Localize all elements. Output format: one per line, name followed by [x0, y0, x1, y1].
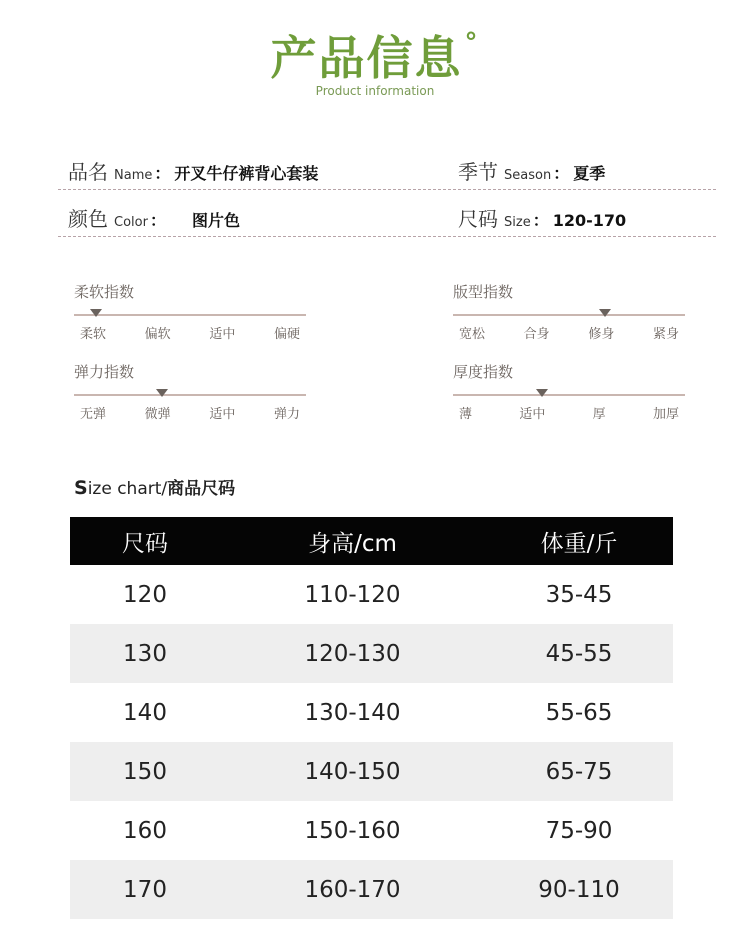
- table-row: [70, 860, 673, 919]
- cell-size: 150: [123, 758, 167, 785]
- cell-size: 140: [123, 699, 167, 726]
- name-colon: ：: [154, 164, 171, 183]
- info-size: [458, 203, 626, 232]
- info-name: [68, 156, 318, 185]
- cell-height: 150-160: [304, 817, 401, 844]
- degree-mark: °: [464, 28, 480, 58]
- gauge-fit-line: [453, 314, 685, 316]
- cell-weight: 90-110: [538, 876, 620, 903]
- gauge-fit-label: 合身: [523, 327, 550, 342]
- color-label-en: Color: [114, 215, 148, 230]
- cell-weight: 55-65: [545, 699, 613, 726]
- size-label-en: Size: [504, 215, 531, 230]
- size-table: [70, 517, 673, 919]
- size-chart-title-en: ize chart/: [87, 479, 168, 499]
- gauge-softness-label: 偏硬: [273, 327, 300, 342]
- name-label-zh: 品名: [68, 160, 108, 184]
- gauge-elasticity-marker: [156, 389, 168, 397]
- gauge-softness-marker: [90, 309, 102, 317]
- gauge-thickness: [453, 361, 685, 431]
- cell-weight: 45-55: [545, 640, 613, 667]
- gauge-elasticity-label: 微弹: [144, 407, 171, 422]
- season-value: 夏季: [573, 164, 606, 183]
- info-row-color-size: [58, 197, 716, 237]
- table-row: [70, 683, 673, 742]
- size-chart-title-zh: 商品尺码: [167, 479, 236, 499]
- gauge-fit-label: 宽松: [459, 327, 486, 342]
- gauge-softness-title: 柔软指数: [74, 283, 135, 301]
- info-season: [458, 156, 605, 185]
- header-weight: 体重/斤: [540, 530, 618, 557]
- gauge-softness-label: 偏软: [144, 327, 171, 342]
- info-row-name-season: [58, 150, 716, 190]
- gauge-elasticity: [74, 361, 306, 431]
- header-height: 身高/cm: [308, 530, 397, 557]
- cell-size: 130: [123, 640, 167, 667]
- name-label-en: Name: [114, 168, 153, 183]
- size-value: 120-170: [552, 211, 627, 230]
- size-chart-title: [74, 474, 235, 499]
- cell-weight: 65-75: [545, 758, 613, 785]
- color-colon: ：: [149, 211, 166, 230]
- color-label-zh: 颜色: [68, 207, 108, 231]
- gauge-softness: [74, 281, 306, 351]
- gauge-fit-label: 紧身: [652, 327, 679, 342]
- season-label-zh: 季节: [458, 160, 498, 184]
- page-title: [0, 22, 750, 88]
- table-row: [70, 565, 673, 624]
- gauge-elasticity-label: 弹力: [273, 407, 300, 422]
- gauge-thickness-line: [453, 394, 685, 396]
- cell-weight: 35-45: [545, 581, 613, 608]
- gauge-fit-marker: [599, 309, 611, 317]
- size-colon: ：: [532, 211, 549, 230]
- gauge-thickness-label: 厚: [592, 407, 606, 422]
- gauge-elasticity-label: 无弹: [80, 407, 107, 422]
- color-value: 图片色: [191, 211, 240, 230]
- table-row: [70, 742, 673, 801]
- page-title-text: 产品信息: [270, 31, 463, 85]
- size-label-zh: 尺码: [458, 207, 498, 231]
- gauge-thickness-label: 加厚: [652, 407, 679, 422]
- gauge-thickness-label: 适中: [519, 407, 546, 422]
- cell-size: 170: [123, 876, 167, 903]
- cell-height: 140-150: [304, 758, 401, 785]
- cell-height: 160-170: [304, 876, 401, 903]
- cell-size: 160: [123, 817, 167, 844]
- info-color: [68, 203, 240, 232]
- gauge-elasticity-title: 弹力指数: [74, 363, 135, 381]
- gauge-fit-title: 版型指数: [453, 283, 514, 301]
- gauge-thickness-label: 薄: [459, 407, 473, 422]
- gauge-thickness-title: 厚度指数: [453, 363, 514, 381]
- cell-height: 130-140: [304, 699, 401, 726]
- cell-weight: 75-90: [545, 817, 613, 844]
- gauge-softness-label: 柔软: [80, 327, 107, 342]
- size-chart-title-lead: S: [74, 477, 88, 499]
- cell-size: 120: [123, 581, 167, 608]
- header-size: 尺码: [122, 530, 168, 557]
- table-row: [70, 624, 673, 683]
- table-row: [70, 801, 673, 860]
- gauge-softness-line: [74, 314, 306, 316]
- gauge-elasticity-line: [74, 394, 306, 396]
- gauge-thickness-marker: [536, 389, 548, 397]
- name-value: 开叉牛仔裤背心套装: [174, 164, 319, 183]
- season-colon: ：: [553, 164, 570, 183]
- size-table-header: [70, 517, 673, 565]
- gauge-fit: [453, 281, 685, 351]
- gauge-softness-label: 适中: [209, 327, 236, 342]
- gauge-fit-label: 修身: [588, 327, 615, 342]
- season-label-en: Season: [504, 168, 552, 183]
- cell-height: 110-120: [304, 581, 401, 608]
- cell-height: 120-130: [304, 640, 401, 667]
- page-subtitle: Product information: [315, 84, 435, 98]
- gauge-elasticity-label: 适中: [209, 407, 236, 422]
